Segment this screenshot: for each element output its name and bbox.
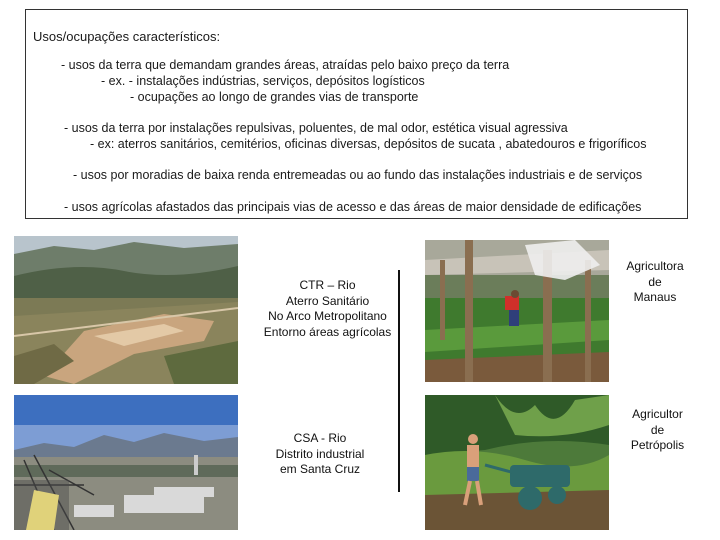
petropolis-caption xyxy=(615,407,700,454)
ctr-caption-line: Entorno áreas agrícolas xyxy=(263,324,392,339)
manaus-caption xyxy=(615,259,695,306)
petropolis-caption-line: Agricultor xyxy=(632,407,683,421)
divider-line xyxy=(398,270,400,492)
line-6: - usos por moradias de baixa renda entremeadas ou ao fundo das instalações industriais e de serviços xyxy=(73,168,643,182)
line-4: - usos da terra por instalações repulsivas, poluentes, de mal odor, estética visual agressiva xyxy=(64,121,568,135)
csa-caption-line: CSA - Rio xyxy=(293,431,347,445)
line-3: - ocupações ao longo de grandes vias de transporte xyxy=(130,90,419,104)
landfill-photo xyxy=(14,236,238,384)
petropolis-farm-photo xyxy=(425,395,609,530)
manaus-caption-line: Agricultora xyxy=(626,259,684,273)
csa-caption-line: em Santa Cruz xyxy=(279,462,361,476)
petropolis-caption-line: de xyxy=(650,422,665,437)
line-1: - usos da terra que demandam grandes áreas, atraídas pelo baixo preço da terra xyxy=(61,58,510,72)
manaus-caption-line: de xyxy=(648,274,662,289)
ctr-caption-line: Aterro Sanitário xyxy=(285,293,370,308)
petropolis-caption-line: Petrópolis xyxy=(630,438,685,452)
csa-caption xyxy=(255,431,385,478)
manaus-farm-photo xyxy=(425,240,609,382)
line-7: - usos agrícolas afastados das principais vias de acesso e das áreas de maior densidade de edificações xyxy=(64,200,642,214)
line-5: - ex: aterros sanitários, cemitérios, oficinas diversas, depósitos de sucata , abatedouros e frigoríficos xyxy=(90,137,647,151)
ctr-caption-line: No Arco Metropolitano xyxy=(268,309,387,323)
line-2: - ex. - instalações indústrias, serviços, depósitos logísticos xyxy=(101,74,425,88)
ctr-caption-line: CTR – Rio xyxy=(299,278,356,292)
ctr-caption xyxy=(240,278,415,340)
industrial-photo xyxy=(14,395,238,530)
manaus-caption-line: Manaus xyxy=(633,290,677,304)
csa-caption-line: Distrito industrial xyxy=(275,446,365,461)
box-heading: Usos/ocupações característicos: xyxy=(33,29,221,44)
